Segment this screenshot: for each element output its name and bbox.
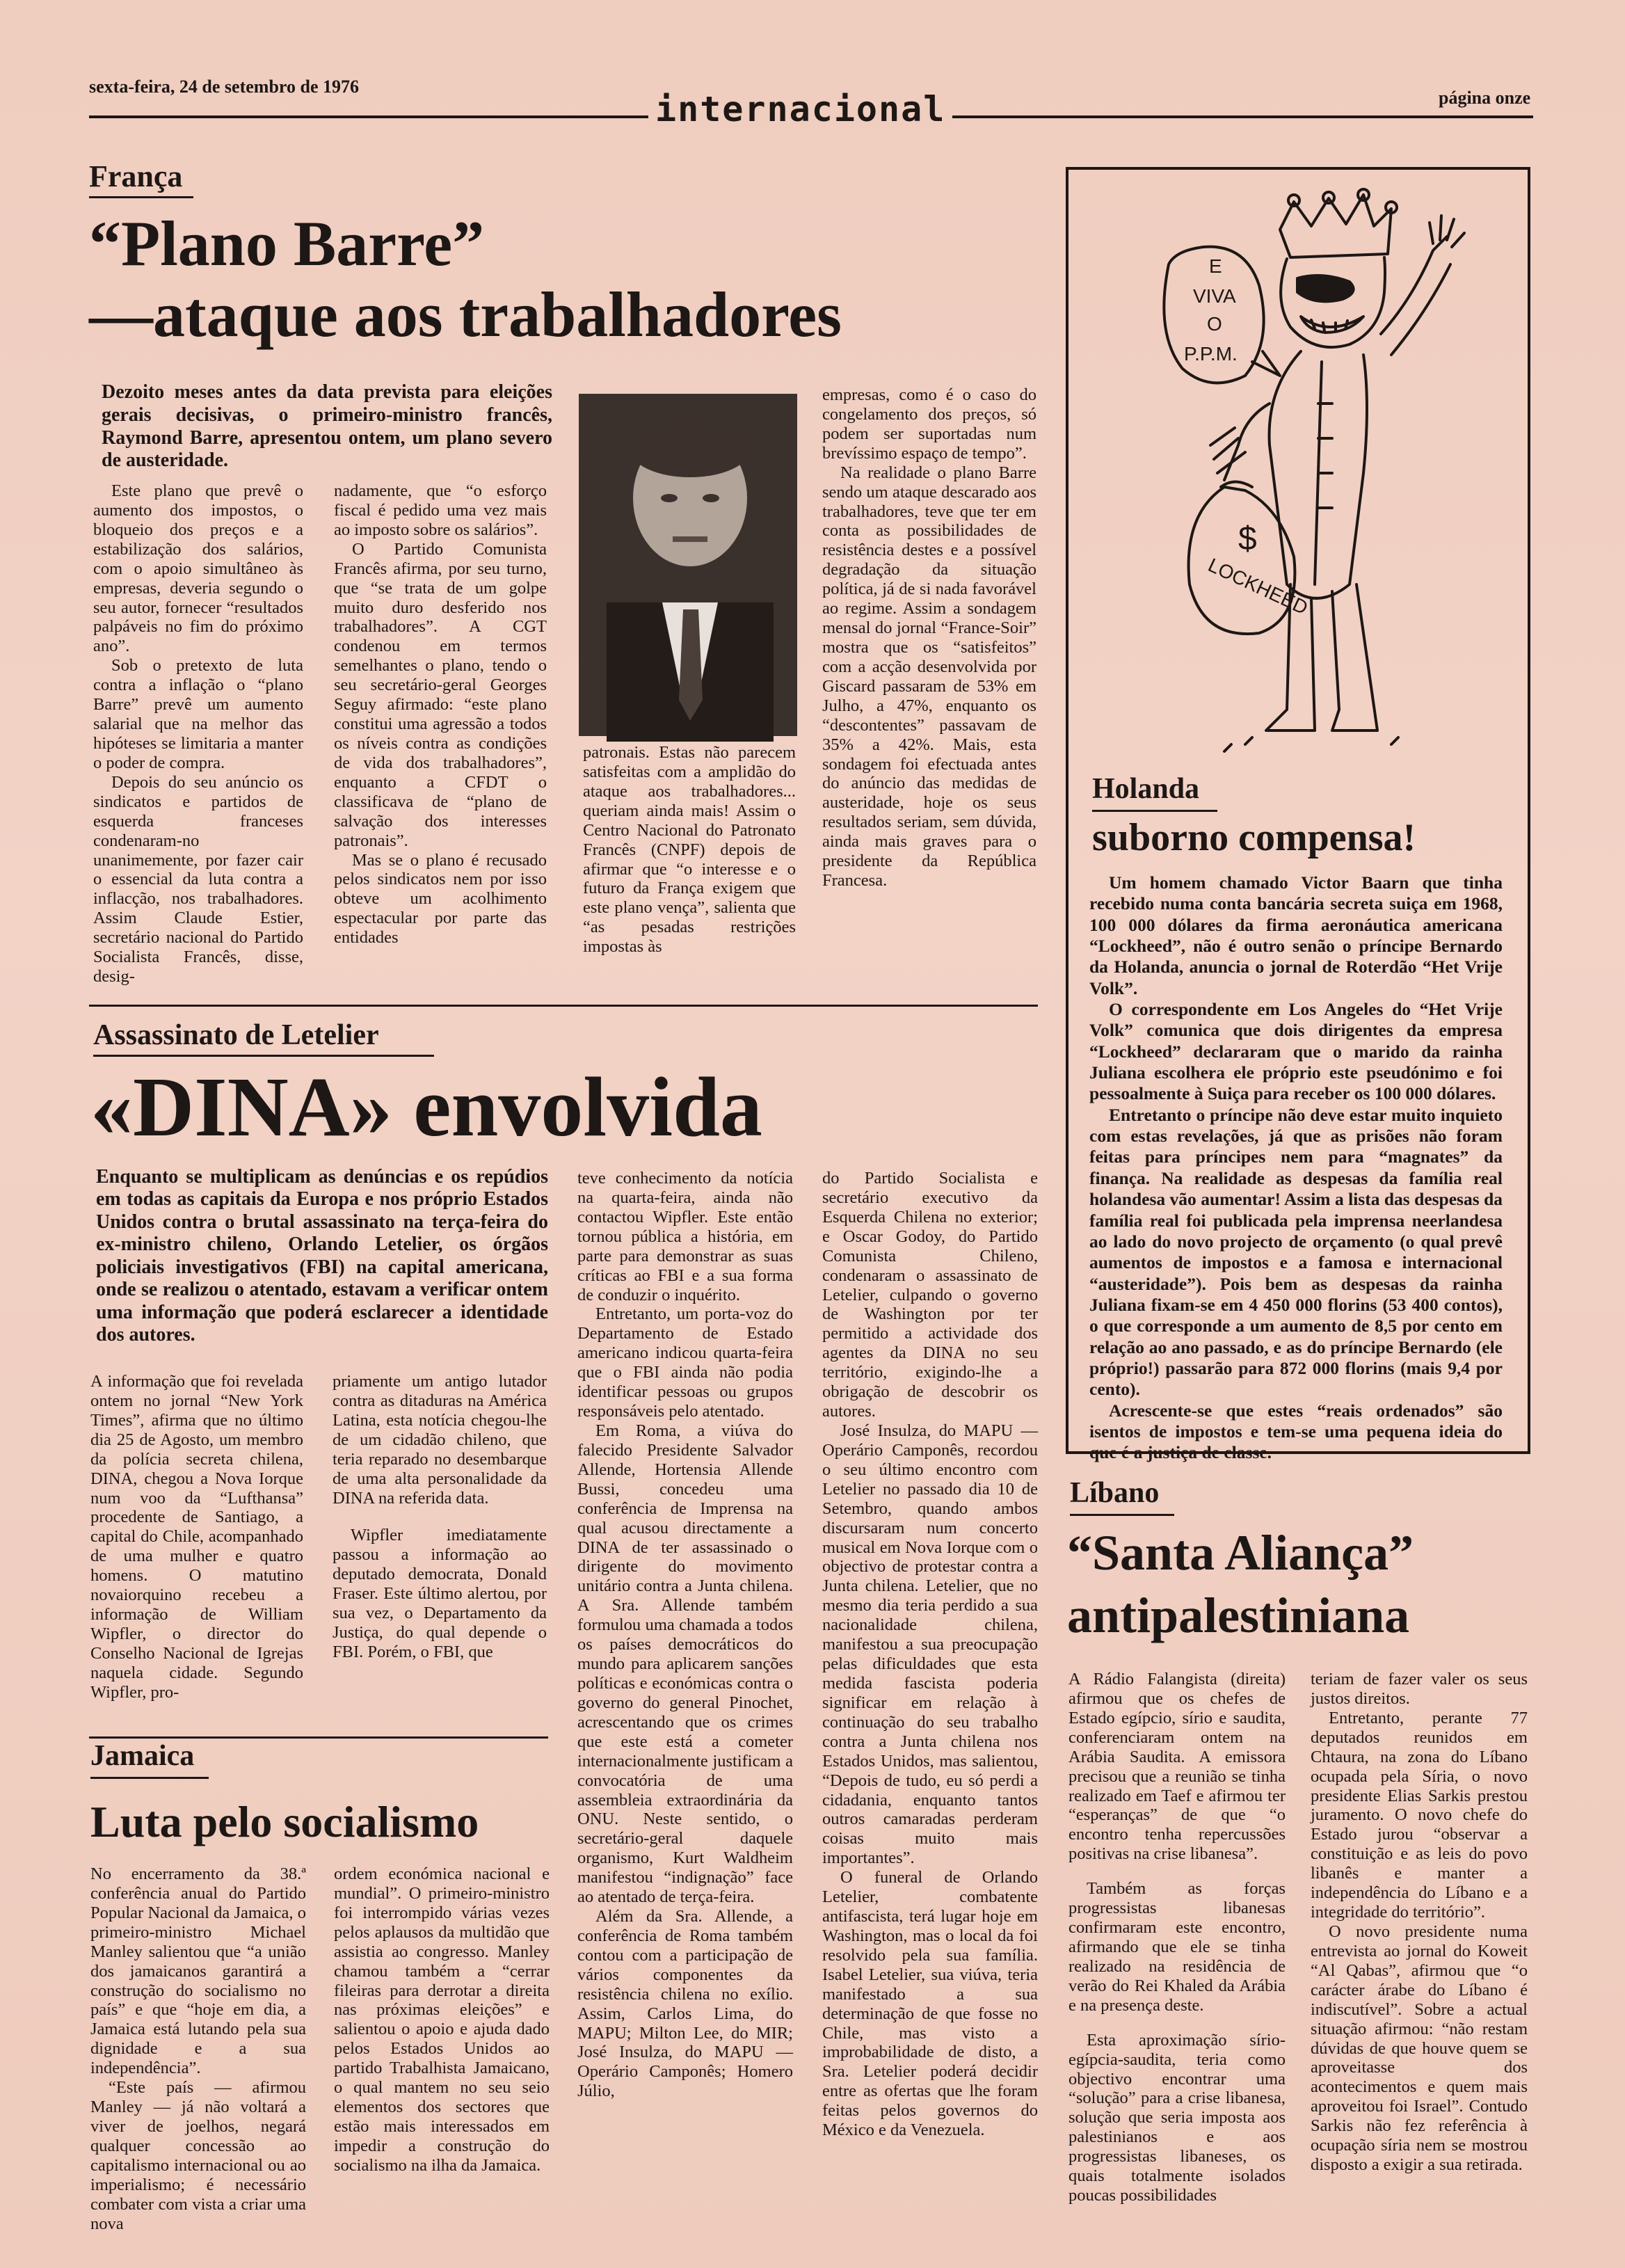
kicker-franca: França xyxy=(89,159,183,193)
paragraph: Wipfler imediatamente passou a informação ao deputado democrata, Donald Fraser. Este último alertou, por sua vez, o Departamento da Justiça, do qual depende o FBI. Porém, o FBI, que xyxy=(333,1526,547,1661)
article-divider xyxy=(89,1005,1038,1007)
portrait-photo xyxy=(579,394,797,736)
paragraph: ordem económica nacional e mundial”. O primeiro-ministro foi interrompido várias vezes pelos aplausos da multidão que assistia ao congresso. Manley chamou também a “cerrar fileiras para derrotar a direita nas próximas eleições” e salientou o apoio e ajuda dado pelos Estados Unidos ao partido Trabalhista Jamaicano, o qual mantem no seu seio elementos dos sectores que estão mais interessados em impedir a construção do socialismo na ilha da Jamaica. xyxy=(334,1864,550,2175)
letelier-column-1 xyxy=(90,1372,303,1734)
cartoon-king xyxy=(1141,195,1489,765)
kicker-underline xyxy=(93,1055,434,1057)
bag-label: LOCKHEED xyxy=(1205,554,1311,619)
paragraph: Em Roma, a viúva do falecido Presidente Salvador Allende, Hortensia Allende Bussi, concedeu uma conferência de Imprensa na qual acusou directamente a DINA de ter assassinado o dirigente do movimento unitário contra a Junta chilena. A Sra. Allende também formulou uma chamada a todos os países democráticos do mundo para aplicarem sanções políticas e económicas contra o governo do general Pinochet, acrescentando que os crimes que este está a cometer internacionalmente justificam a convocatória de uma assembleia extraordinária da ONU. Neste sentido, o secretário-geral daquele organismo, Kurt Waldheim manifestou “indignação” face ao atentado de terça-feira. xyxy=(577,1421,793,1907)
kicker-jamaica: Jamaica xyxy=(90,1740,195,1772)
section-title: internacional xyxy=(648,89,952,129)
lede-franca: Dezoito meses antes da data prevista para eleições gerais decisivas, o primeiro-ministro francês, Raymond Barre, apresentou ontem, um plano severo de austeridade. xyxy=(102,381,552,472)
paragraph: Entretanto, perante 77 deputados reunidos em Chtaura, na zona do Líbano ocupada pela Síria, o novo presidente Elias Sarkis prestou juramento. O novo chefe do Estado jurou “observar a constituição e as leis do povo libanês e manter a independência do Líbano e a integridade do território”. xyxy=(1311,1708,1528,1922)
cartoon-drawing xyxy=(1141,195,1489,765)
paragraph: nadamente, que “o esforço fiscal é pedido uma vez mais ao imposto sobre os salários”. xyxy=(334,481,547,539)
paragraph: O novo presidente numa entrevista ao jornal do Koweit “Al Qabas”, afirmou que “o carácter árabe do Líbano é indiscutível”. Sobre a actual situação afirmou: “não restam dúvidas de que houve quem se aproveitasse dos acontecimentos e quem mais aproveitou foi Israel”. Contudo Sarkis não fez referência à ocupação síria nem se mostrou disposto a exigir a sua retirada. xyxy=(1311,1922,1528,2175)
bubble-line: VIVA xyxy=(1193,285,1236,307)
paragraph: Um homem chamado Victor Baarn que tinha recebido numa conta bancária secreta suiça em 1968, 100 000 dólares da firma aeronáutica americana “Lockheed”, não é outro senão o príncipe Bernardo da Holanda, anuncia o jornal de Roterdão “Het Vrije Volk”. xyxy=(1089,872,1503,998)
paragraph: A informação que foi revelada ontem no jornal “New York Times”, afirma que no último dia 25 de Agosto, um membro da polícia secreta chilena, DINA, chegou a Nova Iorque num voo da “Lufthansa” procedente de Santiago, a capital do Chile, acompanhado de uma mulher e quatro homens. O matutino novaiorquino recebeu a informação de William Wipfler, o director do Conselho Nacional de Igrejas naquela cidade. Segundo Wipfler, pro- xyxy=(90,1372,303,1702)
paragraph: Este plano que prevê o aumento dos impostos, o bloqueio dos preços e a estabilização dos salários, com o apoio simultâneo às empresas, deveria segundo o seu autor, fornecer “resultados palpáveis no fim do próximo ano”. xyxy=(93,481,303,656)
bubble-line: O xyxy=(1207,313,1222,335)
paragraph: No encerramento da 38.ª conferência anual do Partido Popular Nacional da Jamaica, o primeiro-ministro Michael Manley salientou que “a união dos jamaicanos garantirá a construção do socialismo no país” e que “hoje em dia, a Jamaica está lutando pela sua dignidade e a sua independência”. xyxy=(90,1864,306,2078)
paragraph: Acrescente-se que estes “reais ordenados” são isentos de impostos e tem-se uma pequena ideia do que é a justiça de classe. xyxy=(1089,1400,1503,1463)
jamaica-column-1 xyxy=(90,1864,306,2265)
paragraph: “Este país — afirmou Manley — já não voltará a viver de joelhos, negará qualquer concessão ao capitalismo internacional ou ao imperialismo; é necessário combater com vista a criar uma nova xyxy=(90,2078,306,2233)
kicker-holanda: Holanda xyxy=(1092,773,1200,805)
bubble-line: P.P.M. xyxy=(1184,343,1238,365)
headline-plano-barre: “Plano Barre” xyxy=(89,208,485,279)
issue-date: sexta-feira, 24 de setembro de 1976 xyxy=(89,77,359,97)
paragraph: patronais. Estas não parecem satisfeitas com a amplidão do ataque aos trabalhadores... queriam ainda mais! Assim o Centro Nacional do Patronato Francês (CNPF) depois de afirmar que “o interesse e o futuro da França exigem que este plano vença”, salienta que “as pesadas restrições impostas às xyxy=(583,743,796,957)
kicker-underline xyxy=(90,1777,209,1779)
paragraph: Na realidade o plano Barre sendo um ataque descarado aos trabalhadores, teve que ter em conta as possibilidades de resistência destes e a possível degradação da situação política, já de si nada favorável ao regime. Assim a sondagem mensal do jornal “France-Soir” mostra que os “satisfeitos” com a acção desenvolvida por Giscard passaram de 53% em Julho, a 47%, enquanto os “descontentes” passavam de 35% a 42%. Mais, esta sondagem foi efectuada antes do anúncio das medidas de austeridade, hoje os seus resultados seriam, sem dúvida, ainda mais graves para o presidente da República Francesa. xyxy=(822,463,1036,891)
letelier-column-3 xyxy=(577,1169,793,2265)
paragraph: teve conhecimento da notícia na quarta-feira, ainda não contactou Wipfler. Este então tornou pública a história, em parte para demonstrar as suas críticas ao FBI e a sua forma de conduzir o inquérito. xyxy=(577,1169,793,1304)
kicker-libano: Líbano xyxy=(1070,1477,1160,1509)
kicker-underline xyxy=(89,196,193,198)
paragraph: teriam de fazer valer os seus justos direitos. xyxy=(1311,1670,1528,1708)
bubble-line: E xyxy=(1209,255,1222,277)
photo-raymond-barre xyxy=(579,394,797,736)
lede-letelier: Enquanto se multiplicam as denúncias e os repúdios em todas as capitais da Europa e nos próprio Estados Unidos contra o brutal assassinato na terça-feira do ex-ministro chileno, Orlando Letelier, os órgãos policiais investigativos (FBI) na capital americana, onde se realizou o atentado, estavam a verificar ontem uma informação que poderá esclarecer a identidade dos autores. xyxy=(96,1166,548,1346)
paragraph: Entretanto, um porta-voz do Departamento de Estado americano indicou quarta-feira que o FBI ainda não podia identificar pessoas ou grupos responsáveis pelo atentado. xyxy=(577,1304,793,1421)
libano-column-2 xyxy=(1311,1670,1528,2265)
franca-column-4 xyxy=(822,385,1036,999)
kicker-underline xyxy=(1070,1514,1174,1516)
page-number: página onze xyxy=(1439,88,1531,108)
paragraph: O correspondente em Los Angeles do “Het Vrije Volk” comunica que dois dirigentes da empresa “Lockheed” declararam que o marido da rainha Juliana escolhera ele próprio este pseudónimo e foi pessoalmente à Suiça para receber os 100 000 dólares. xyxy=(1089,999,1503,1104)
paragraph: do Partido Socialista e secretário executivo da Esquerda Chilena no exterior; e Oscar Godoy, do Partido Comunista Chileno, condenaram o assassinato de Letelier, culpando o governo de Washington por ter permitido a actividade dos agentes da DINA no seu território, exigindo-lhe a obrigação de descobrir os autores. xyxy=(822,1169,1038,1421)
franca-column-3 xyxy=(583,743,796,998)
jamaica-column-2 xyxy=(334,1864,550,2265)
paragraph: O Partido Comunista Francês afirma, por seu turno, que “se trata de um golpe muito duro desferido nos trabalhadores”. A CGT condenou em termos semelhantes o plano, tendo o seu secretário-geral Georges Seguy afirmado: “este plano constitui uma agressão a todos os níveis contra as condições de vida dos trabalhadores”, enquanto a CFDT o classificava de “plano de salvação dos interesses patronais”. xyxy=(334,539,547,850)
headline-ataque: —ataque aos trabalhadores xyxy=(89,279,842,350)
paragraph: Além da Sra. Allende, a conferência de Roma também contou com a participação de vários componentes da resistência chilena no exílio. Assim, Carlos Lima, do MAPU; Milton Lee, do MIR; José Insulza, do MAPU — Operário Camponês; Homero Júlio, xyxy=(577,1907,793,2101)
letelier-column-2 xyxy=(333,1372,547,1734)
paragraph: Entretanto o príncipe não deve estar muito inquieto com estas revelações, já que as prisões não foram feitas para príncipes nem para “magnates” da finança. Na realidade as despesas da família real holandesa vão aumentar! Assim a lista das despesas da família real foi publicada pela imprensa neerlandesa ao lado do novo projecto de orçamento (o qual prevê aumentos de impostos e a famosa e internacional “austeridade”). Pois bem as despesas da rainha Juliana fixam-se em 4 450 000 florins (53 400 contos), o que corresponde a um aumento de 8,5 por cento em relação ao ano passado, e as do príncipe Bernardo (ele próprio!) passarão para 872 000 florins (mais 9,4 por cento). xyxy=(1089,1104,1503,1400)
bag-symbol: $ xyxy=(1238,520,1257,557)
paragraph: Depois do seu anúncio os sindicatos e partidos de esquerda franceses condenaram-no unanimemente, por fazer cair o essencial da luta contra a inflacção, nos trabalhadores. Assim Claude Estier, secretário nacional do Partido Socialista Francês, disse, desig- xyxy=(93,772,303,987)
paragraph: Esta aproximação sírio-egípcia-saudita, teria como objectivo encontrar uma “solução” para a crise libanesa, solução que seria imposta aos palestinianos e aos progressistas libaneses, os quais totalmente isolados poucas possibilidades xyxy=(1068,2030,1286,2205)
paragraph: José Insulza, do MAPU — Operário Camponês, recordou o seu último encontro com Letelier no passado dia 10 de Setembro, quando ambos discursaram num concerto musical em Nova Iorque com o objectivo de protestar contra a Junta chilena. Letelier, que no mesmo dia teria perdido a sua nacionalidade chilena, manifestou a sua preocupação pelas dificuldades que esta medida fascista poderia significar em relação à continuação do seu trabalho contra a Junta chilena nos Estados Unidos, mas salientou, “Depois de tudo, eu só perdi a cidadania, enquanto tantos outros camaradas perderam coisas muito mais importantes”. xyxy=(822,1421,1038,1868)
headline-santa-alianca: “Santa Aliança” xyxy=(1067,1525,1414,1581)
paragraph: Sob o pretexto de luta contra a inflação o “plano Barre” prevê um aumento salarial que na melhor das hipóteses se limitaria a manter o poder de compra. xyxy=(93,656,303,772)
kicker-underline xyxy=(1092,810,1217,812)
headline-antipalestiniana: antipalestiniana xyxy=(1067,1588,1410,1643)
libano-column-1 xyxy=(1068,1670,1286,2265)
paragraph: empresas, como é o caso do congelamento dos preços, só podem ser suportadas num brevíssimo espaço de tempo”. xyxy=(822,385,1036,463)
paragraph: priamente um antigo lutador contra as ditaduras na América Latina, esta notícia chegou-lhe de um cidadão chileno, que teria reparado no desembarque de uma alta personalidade da DINA na referida data. xyxy=(333,1372,547,1508)
paragraph: Também as forças progressistas libanesas confirmaram este encontro, afirmando que ele se tinha realizado na residência de verão do Rei Khaled da Arábia e na presença deste. xyxy=(1068,1879,1286,2015)
headline-holanda: suborno compensa! xyxy=(1092,816,1416,859)
paragraph: A Rádio Falangista (direita) afirmou que os chefes de Estado egípcio, sírio e saudita, conferenciaram ontem na Arábia Saudita. A emissora precisou que a reunião se tinha realizado em Taef e afirmou ter “esperanças” de que “o encontro tenha repercussões positivas na crise libanesa”. xyxy=(1068,1670,1286,1864)
paragraph: O funeral de Orlando Letelier, combatente antifascista, terá lugar hoje em Washington, mas o local da foi resolvido pela sua família. Isabel Letelier, sua viúva, teria manifestado a sua determinação de que fosse no Chile, mas visto a improbabilidade de disto, a Sra. Letelier poderá decidir entre as ofertas que lhe foram feitas pelos governos do México e da Venezuela. xyxy=(822,1868,1038,2140)
headline-jamaica: Luta pelo socialismo xyxy=(90,1797,479,1846)
franca-column-1 xyxy=(93,481,303,998)
holanda-body xyxy=(1089,872,1503,1463)
franca-column-2 xyxy=(334,481,547,998)
headline-dina: «DINA» envolvida xyxy=(90,1060,762,1154)
article-divider xyxy=(89,1736,548,1739)
kicker-letelier: Assassinato de Letelier xyxy=(93,1019,379,1051)
letelier-column-4 xyxy=(822,1169,1038,2265)
paragraph: Mas se o plano é recusado pelos sindicatos nem por isso obteve um acolhimento espectacular por parte das entidades xyxy=(334,850,547,948)
